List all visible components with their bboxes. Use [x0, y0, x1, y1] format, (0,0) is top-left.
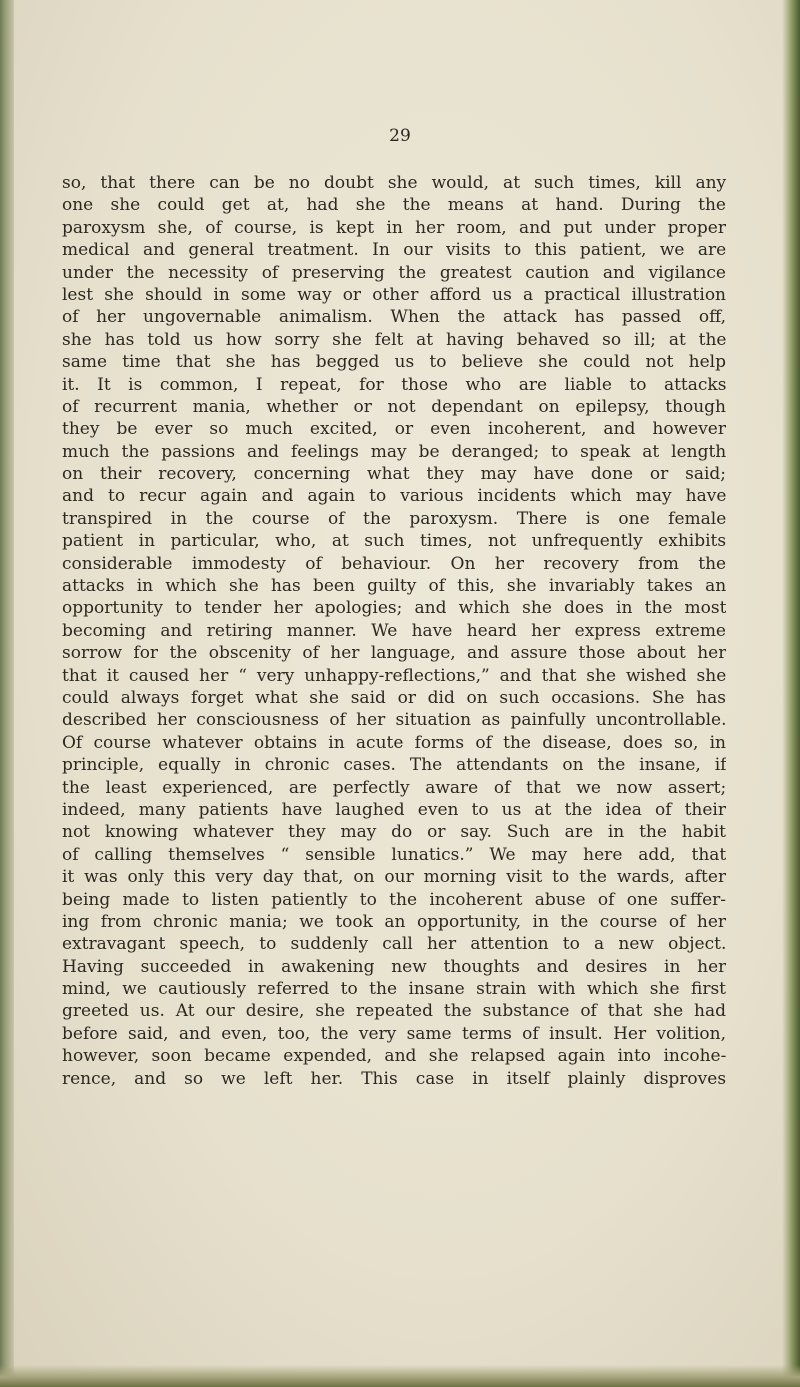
text-line: opportunity to tender her apologies; and which she does in the most: [62, 598, 726, 619]
text-line: however, soon became expended, and she relapsed again into incohe-: [62, 1046, 726, 1067]
text-line: described her consciousness of her situation as painfully uncontrollable.: [62, 710, 726, 731]
text-line: extravagant speech, to suddenly call her attention to a new object.: [62, 934, 726, 955]
text-line: she has told us how sorry she felt at having behaved so ill; at the: [62, 329, 726, 350]
text-line: paroxysm she, of course, is kept in her room, and put under proper: [62, 217, 726, 238]
page-right-edge: [782, 0, 800, 1387]
text-line: principle, equally in chronic cases. The attendants on the insane, if: [62, 755, 726, 776]
text-line: same time that she has begged us to believe she could not help: [62, 352, 726, 373]
text-line: before said, and even, too, the very same terms of insult. Her volition,: [62, 1023, 726, 1044]
text-line: being made to listen patiently to the incoherent abuse of one suffer-: [62, 889, 726, 910]
page-bottom-edge: [0, 1365, 800, 1387]
body-text: [62, 172, 726, 1090]
text-line: transpired in the course of the paroxysm. There is one female: [62, 508, 726, 529]
text-line: mind, we cautiously referred to the insane strain with which she first: [62, 979, 726, 1000]
text-line: on their recovery, concerning what they may have done or said;: [62, 464, 726, 485]
text-line: medical and general treatment. In our visits to this patient, we are: [62, 240, 726, 261]
text-line: lest she should in some way or other afford us a practical illustration: [62, 284, 726, 305]
text-line: sorrow for the obscenity of her language, and assure those about her: [62, 643, 726, 664]
page-number: 29: [389, 126, 411, 146]
text-line: it. It is common, I repeat, for those who are liable to attacks: [62, 374, 726, 395]
text-line: the least experienced, are perfectly aware of that we now assert;: [62, 777, 726, 798]
text-line: of calling themselves “ sensible lunatics.” We may here add, that: [62, 844, 726, 865]
text-line: considerable immodesty of behaviour. On her recovery from the: [62, 553, 726, 574]
text-line: it was only this very day that, on our morning visit to the wards, after: [62, 867, 726, 888]
text-line: Having succeeded in awakening new thoughts and desires in her: [62, 956, 726, 977]
text-line: Of course whatever obtains in acute forms of the disease, does so, in: [62, 732, 726, 753]
text-line: attacks in which she has been guilty of this, she invariably takes an: [62, 576, 726, 597]
text-line: they be ever so much excited, or even incoherent, and however: [62, 419, 726, 440]
text-line: could always forget what she said or did on such occasions. She has: [62, 687, 726, 708]
page-left-edge: [0, 0, 14, 1387]
text-line: so, that there can be no doubt she would, at such times, kill any: [62, 173, 726, 193]
text-line: ing from chronic mania; we took an opportunity, in the course of her: [62, 911, 726, 932]
text-line: greeted us. At our desire, she repeated the substance of that she had: [62, 1001, 726, 1022]
text-line: becoming and retiring manner. We have heard her express extreme: [62, 620, 726, 641]
text-line: not knowing whatever they may do or say. Such are in the habit: [62, 822, 726, 843]
text-line: of her ungovernable animalism. When the attack has passed off,: [62, 307, 726, 328]
text-line: of recurrent mania, whether or not dependant on epilepsy, though: [62, 396, 726, 417]
text-line: and to recur again and again to various incidents which may have: [62, 486, 726, 507]
text-line: under the necessity of preserving the greatest caution and vigilance: [62, 262, 726, 283]
text-line: patient in particular, who, at such times, not unfrequently exhibits: [62, 531, 726, 552]
text-line: rence, and so we left her. This case in itself plainly disproves: [62, 1068, 726, 1089]
text-line: much the passions and feelings may be deranged; to speak at length: [62, 441, 726, 462]
text-line: one she could get at, had she the means at hand. During the: [62, 195, 726, 216]
text-line: that it caused her “ very unhappy-reflections,” and that she wished she: [62, 665, 726, 686]
text-line: indeed, many patients have laughed even to us at the idea of their: [62, 799, 726, 820]
